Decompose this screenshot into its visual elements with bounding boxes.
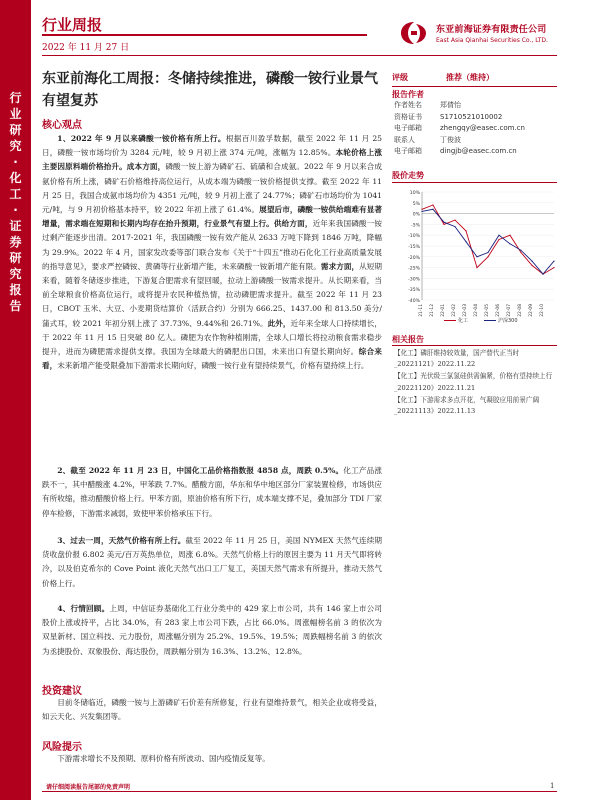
x-tick-label: 22-10 bbox=[540, 304, 545, 317]
paragraph-1 bbox=[42, 132, 382, 373]
data-point bbox=[553, 267, 554, 268]
analyst-row bbox=[394, 112, 559, 124]
rating-value: 推荐（维持） bbox=[446, 73, 494, 82]
company-name-cn: 东亚前海证券有限责任公司 bbox=[436, 25, 547, 35]
p1-bold-6: 综合来看， bbox=[42, 347, 383, 371]
p1-text-b: 磷酸一铵上游为磷矿石、硫磺和合成氨。2022 年 9 月以来合成氨价格有所上涨，磷矿石价格维持高位运行，从成本端为磷酸一铵价格提供支撑。截至 2022 年 11 月 25 日，我国合成氨市场均价为 4351 元/吨，较 9 月初上涨了 24.77%；磷矿石市场均价为 1041 元/吨，与 9 月初价格基本持平，较 2022 年初上涨了 61.4%。 bbox=[42, 162, 382, 215]
company-logo-icon bbox=[398, 20, 430, 46]
report-type: 行业周报 bbox=[42, 16, 103, 34]
paragraph-4 bbox=[42, 602, 382, 659]
p1-text-f: 未来新增产能受限叠加下游需求长期向好，磷酸一铵行业有望持续景气，价格有望持续上行。 bbox=[57, 361, 369, 371]
p2-text: 化工产品涨跌不一，其中醋酸涨 4.2%，甲苯跌 7.7%。醋酸方面，华东和华中地区部分厂家装置检修，市场供应有所收缩，推动醋酸价格上行。甲苯方面，原油价格有所下行，成本端支撑不足，叠加部分 TDI 厂家停车检修，下游需求减弱，致使甲苯价格承压下行。 bbox=[42, 466, 383, 518]
related-rule bbox=[392, 345, 557, 346]
y-tick-label: -25% bbox=[408, 266, 420, 272]
section-risk: 风险提示 bbox=[42, 742, 82, 753]
x-tick-label: 21-12 bbox=[430, 304, 435, 317]
y-tick-label: -15% bbox=[408, 245, 420, 250]
page-number: 1 bbox=[550, 782, 555, 790]
paragraph-3 bbox=[42, 534, 382, 591]
p1-text-c: 近年来我国磷酸一铵过剩产能逐步出清。2017-2021 年，我国磷酸一铵有效产能从 2633 万吨下降到 1846 万吨，降幅为 29.9%。2022 年 4 月，国家发改委等部门联合发布《关于“十四五”推动石化化工行业高质量发展的指导意见》，要求严控磷铵、黄磷等行业新增产能，未来磷酸一铵新增产能有限。 bbox=[42, 219, 382, 271]
analyst-row bbox=[394, 135, 559, 147]
analyst-value: 郑倩怡 bbox=[440, 101, 461, 109]
x-tick-label: 22-04 bbox=[474, 304, 479, 317]
report-date: 2022 年 11 月 27 日 bbox=[42, 43, 130, 53]
x-tick-label: 22-08 bbox=[518, 304, 523, 317]
legend-label-index: 沪深300 bbox=[498, 318, 518, 324]
related-report-link[interactable]: 【化工】磷肝维持较效量，国产替代正当时_20221121》2022.11.22 bbox=[394, 349, 520, 369]
data-point bbox=[432, 204, 433, 205]
data-point bbox=[509, 243, 510, 244]
x-tick-label: 22-05 bbox=[485, 304, 490, 317]
data-point bbox=[553, 261, 554, 262]
data-point bbox=[454, 219, 455, 220]
analyst-row bbox=[394, 123, 559, 135]
stock-chart-title: 股价走势 bbox=[392, 171, 424, 180]
analyst-row bbox=[394, 100, 559, 112]
data-point bbox=[476, 267, 477, 268]
analyst-value: 丁俊波 bbox=[440, 135, 461, 144]
analyst-key: 电子邮箱 bbox=[394, 147, 422, 155]
stock-price-chart bbox=[394, 188, 557, 328]
p1-bold-1: 1、2022 年 9 月以来磷酸一铵价格有所上行。 bbox=[57, 134, 226, 143]
header-rule bbox=[42, 34, 367, 36]
related-report-link[interactable]: 【化工】下游需求多点开花，气凝胶应用前景广阔_20221113》2022.11.13 bbox=[394, 395, 540, 416]
related-reports-title: 相关报告 bbox=[392, 335, 424, 344]
section-core-view: 核心观点 bbox=[42, 120, 82, 131]
data-point bbox=[421, 209, 422, 210]
y-tick-label: -30% bbox=[408, 277, 420, 283]
rating-rule bbox=[392, 86, 557, 87]
p1-bold-2: 本轮价格上涨主要因原料端价格抬升。成本方面， bbox=[42, 148, 382, 172]
x-tick-label: 22-03 bbox=[463, 304, 468, 317]
data-point bbox=[542, 273, 543, 274]
p1-text-e: 近年来全球人口持续增长，于 2022 年 11 月 15 日突破 80 亿人。磷肥为农作物种植刚需，全球人口增长将拉动粮食需求稳步提升，进而为磷肥需求提供支撑。我国为全球最大的磷肥出口国，未来出口有望长期向好。 bbox=[42, 318, 383, 357]
analyst-key: 电子邮箱 bbox=[394, 124, 422, 132]
data-point bbox=[487, 252, 488, 253]
data-point bbox=[531, 261, 532, 262]
related-reports-list bbox=[394, 348, 557, 418]
p1-text-a: 根据百川盈孚数据，截至 2022 年 11 月 25 日，磷酸一铵市场均价为 3284 元/吨，较 9 月初上涨 374 元/吨，涨幅为 12.85%。 bbox=[42, 134, 382, 158]
stock-chart-rule bbox=[392, 182, 557, 183]
data-point bbox=[465, 230, 466, 231]
y-tick-label: -20% bbox=[408, 255, 420, 261]
data-point bbox=[509, 235, 510, 236]
p3-text: 截至 2022 年 11 月 25 日，美国 NYMEX 天然气连续期货收盘价报 6.802 美元/百万英热单位，周涨 6.8%。天然气价格上行的原因主要为 11 月天气即将转冷，以及伯克希尔的 Cove Point 液化天然气出口工厂复工，美国天然气需求有所提升，推动天然气价格上行。 bbox=[42, 536, 382, 588]
investment-text: 目前冬储临近，磷酸一铵与上游磷矿石价差有所修复，行业有望维持景气，相关企业或将受益，如云天化、兴发集团等。 bbox=[42, 698, 382, 722]
data-point bbox=[432, 209, 433, 210]
x-tick-label: 22-02 bbox=[452, 304, 457, 317]
data-point bbox=[498, 235, 499, 236]
footer-disclaimer: 请仔细阅读报告尾部的免责声明 bbox=[46, 784, 131, 791]
data-point bbox=[520, 250, 521, 251]
data-point bbox=[476, 256, 477, 257]
report-title: 东亚前海化工周报：冬储持续推进，磷酸一铵行业景气有望复苏 bbox=[42, 71, 378, 109]
left-sidebar-band bbox=[0, 0, 31, 800]
data-point bbox=[520, 252, 521, 253]
data-point bbox=[498, 239, 499, 240]
analyst-value[interactable]: zhengqy@easec.com.cn bbox=[440, 124, 525, 132]
analyst-key: 作者姓名 bbox=[394, 101, 422, 109]
data-point bbox=[454, 226, 455, 227]
footer-rule bbox=[42, 791, 557, 792]
analyst-value: S1710521010002 bbox=[440, 112, 503, 121]
data-point bbox=[465, 241, 466, 242]
paragraph-2 bbox=[42, 464, 382, 521]
rating-label: 评级 bbox=[392, 73, 408, 82]
rating-row bbox=[392, 72, 557, 86]
company-name-en: East Asia Qianhai Securities Co., LTD. bbox=[436, 37, 548, 44]
p2-bold: 2、截至 2022 年 11 月 23 日，中国化工品价格指数报 4858 点，周跌 0.5%。 bbox=[57, 466, 344, 475]
y-tick-label: 5% bbox=[412, 201, 420, 207]
header-divider bbox=[42, 55, 557, 56]
section-investment: 投资建议 bbox=[42, 686, 82, 697]
x-tick-label: 21-11 bbox=[419, 304, 424, 317]
data-point bbox=[487, 256, 488, 257]
related-report-link[interactable]: 【化工】光伏级三氯氢硅供需偏紧，价格有望持续上行_20221120》2022.11.21 bbox=[394, 372, 553, 392]
p1-text-d: 从短期来看，随着冬储逐步推进，下游复合肥需求有望回暖，拉动上游磷酸一铵需求提升。从长期来看，当前全球粮食价格高位运行，或将提升农民种植热情，拉动磷肥需求提升。截至 2022 年 11 月 23 日，CBOT 玉米、大豆、小麦期货结算价（活跃合约）分别为 666.25、1437.00 和 813.50 美分/蒲式耳，较 2021 年初分别上涨了 37.73%、9.44%和 26.71%。 bbox=[42, 261, 383, 328]
x-tick-label: 22-01 bbox=[441, 304, 446, 317]
p1-bold-3: 展望后市，磷酸一铵供给端难有显著增量，需求端在短期和长期内均存在抬升预期，行业景气有望上行。供给方面， bbox=[42, 205, 382, 229]
analyst-section-title: 报告作者 bbox=[392, 90, 424, 99]
p4-bold: 4、行情回顾。 bbox=[57, 604, 110, 613]
y-tick-label: 10% bbox=[409, 191, 420, 196]
x-tick-label: 22-07 bbox=[507, 304, 512, 317]
legend-label-sector: 化工 bbox=[458, 318, 469, 324]
sidebar-label: 行业研究·化工·证券研究报告 bbox=[9, 91, 22, 313]
y-tick-label: -5% bbox=[411, 223, 420, 229]
data-point bbox=[531, 265, 532, 266]
p3-bold: 3、过去一周，天然气价格有所上行。 bbox=[57, 536, 186, 545]
analyst-key: 联系人 bbox=[394, 135, 415, 144]
data-point bbox=[443, 224, 444, 225]
risk-text: 下游需求增长不及预期、原料价格有所波动、国内疫情反复等。 bbox=[57, 754, 270, 763]
y-tick-label: -10% bbox=[408, 234, 420, 240]
p1-bold-4: 需求方面， bbox=[320, 261, 360, 271]
y-tick-label: 0% bbox=[412, 212, 420, 218]
y-tick-label: -40% bbox=[408, 299, 420, 304]
analyst-key: 资格证书 bbox=[394, 112, 422, 121]
x-tick-label: 22-06 bbox=[496, 304, 501, 317]
data-point bbox=[443, 222, 444, 223]
analyst-row bbox=[394, 146, 559, 158]
x-tick-label: 22-09 bbox=[529, 304, 534, 317]
p1-bold-5: 此外， bbox=[267, 318, 291, 328]
analyst-table bbox=[394, 100, 559, 158]
y-tick-label: -35% bbox=[408, 288, 420, 294]
data-point bbox=[421, 211, 422, 212]
p4-text: 上周，中信证券基础化工行业分类中的 429 家上市公司，共有 146 家上市公司股价上涨或持平，占比 34.0%，有 283 家上市公司下跌，占比 66.0%。周涨幅榜名前 3 的依次为双星新材、国立科技、元力股份，周涨幅分别为 25.2%、19.5%、19.5%；周跌幅榜名前 3 的依次为丞捷股份、双象股份、海达股份，周跌幅分别为 16.3%、13.2%、12.8%。 bbox=[42, 604, 382, 656]
analyst-value[interactable]: dingjb@easec.com.cn bbox=[440, 147, 517, 155]
